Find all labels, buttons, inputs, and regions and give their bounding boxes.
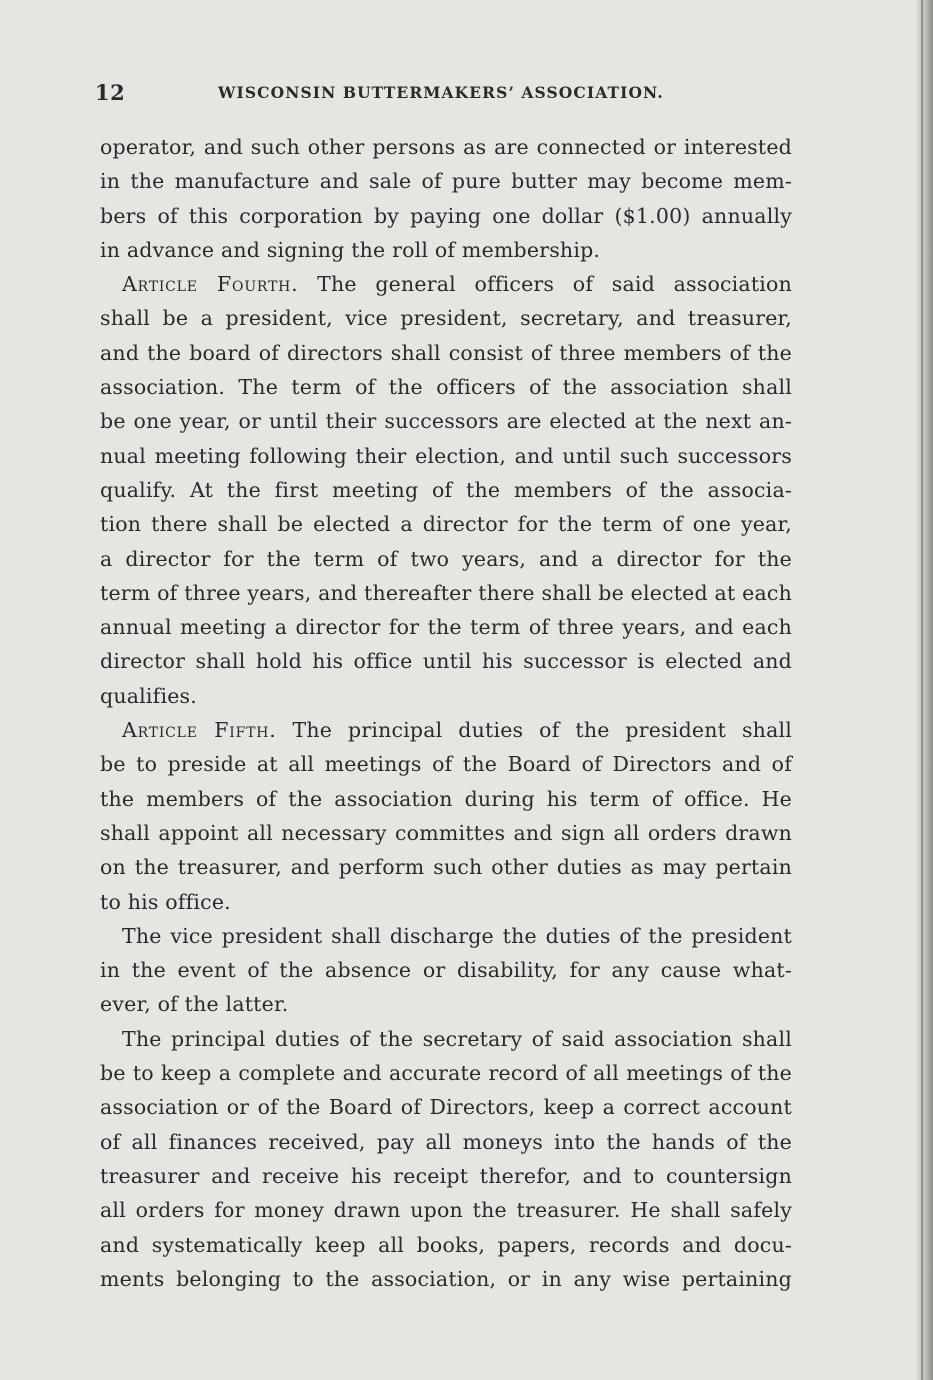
text-line: [100, 1262, 792, 1296]
text-line: [100, 1228, 792, 1262]
line-text: annual meeting a director for the term of three years, and each: [100, 615, 792, 640]
text-line: [100, 199, 792, 233]
line-text: The vice president shall discharge the duties of the president: [122, 923, 792, 948]
line-text: in the event of the absence or disability, for any cause what-: [100, 958, 792, 983]
line-text: treasurer and receive his receipt therefor, and to countersign: [100, 1163, 792, 1188]
text-line: [100, 1125, 792, 1159]
line-text: qualify. At the first meeting of the members of the associa-: [100, 477, 792, 502]
line-text: The principal duties of the president shall: [276, 718, 793, 743]
text-line: [100, 233, 792, 267]
text-line: [100, 850, 792, 884]
line-text: shall appoint all necessary committes and sign all orders drawn: [100, 820, 792, 845]
page-edge-line: [921, 0, 923, 1380]
line-text: director shall hold his office until his successor is elected and: [100, 649, 792, 674]
text-line: [100, 713, 792, 747]
line-text: shall be a president, vice president, secretary, and treasurer,: [100, 306, 792, 331]
line-text: term of three years, and thereafter there shall be elected at each: [100, 580, 792, 605]
running-title: WISCONSIN BUTTERMAKERS’ ASSOCIATION.: [218, 83, 664, 102]
text-line: [100, 919, 792, 953]
article-heading: Article Fourth.: [122, 272, 299, 297]
text-line: [100, 610, 792, 644]
line-text: in the manufacture and sale of pure butter may become mem-: [100, 169, 792, 194]
text-line: [100, 370, 792, 404]
line-text: association or of the Board of Directors, keep a correct account: [100, 1095, 792, 1120]
line-text: the members of the association during his term of office. He: [100, 786, 792, 811]
article-heading: Article Fifth.: [122, 718, 277, 743]
line-text: a director for the term of two years, and a director for the: [100, 546, 792, 571]
text-line: [100, 404, 792, 438]
body-text: [100, 130, 792, 1296]
line-text: and the board of directors shall consist of three members of the: [100, 340, 792, 365]
page-header: [95, 80, 795, 110]
text-line: [100, 130, 792, 164]
text-line: [100, 267, 792, 301]
line-text: bers of this corporation by paying one dollar ($1.00) annually: [100, 203, 792, 228]
text-line: [100, 473, 792, 507]
line-text: nual meeting following their election, and until such successors: [100, 443, 792, 468]
text-line: [100, 1159, 792, 1193]
text-line: [100, 782, 792, 816]
line-text: to his office.: [100, 889, 231, 914]
text-line: [100, 747, 792, 781]
line-text: on the treasurer, and perform such other duties as may pertain: [100, 855, 792, 880]
text-line: [100, 164, 792, 198]
line-text: all orders for money drawn upon the treasurer. He shall safely: [100, 1198, 792, 1223]
text-line: [100, 507, 792, 541]
text-line: [100, 301, 792, 335]
text-line: [100, 885, 792, 919]
line-text: qualifies.: [100, 683, 197, 708]
text-line: [100, 953, 792, 987]
text-line: [100, 439, 792, 473]
text-line: [100, 644, 792, 678]
page-edge: [917, 0, 933, 1380]
text-line: [100, 576, 792, 610]
text-line: [100, 542, 792, 576]
text-line: [100, 679, 792, 713]
page-number: 12: [95, 80, 126, 105]
line-text: operator, and such other persons as are connected or interested: [100, 135, 792, 159]
line-text: be to keep a complete and accurate record of all meetings of the: [100, 1061, 792, 1086]
text-line: [100, 1090, 792, 1124]
line-text: be to preside at all meetings of the Board of Directors and of: [100, 752, 792, 777]
line-text: The general officers of said association: [298, 272, 792, 297]
line-text: The principal duties of the secretary of said association shall: [122, 1026, 792, 1051]
line-text: ments belonging to the association, or in any wise pertaining: [100, 1266, 792, 1291]
line-text: of all finances received, pay all moneys into the hands of the: [100, 1129, 792, 1154]
text-line: [100, 816, 792, 850]
text-line: [100, 336, 792, 370]
line-text: tion there shall be elected a director for the term of one year,: [100, 512, 792, 537]
text-line: [100, 1193, 792, 1227]
text-line: [100, 1056, 792, 1090]
line-text: be one year, or until their successors are elected at the next an-: [100, 409, 792, 434]
line-text: and systematically keep all books, papers, records and docu-: [100, 1232, 792, 1257]
text-line: [100, 1022, 792, 1056]
text-line: [100, 987, 792, 1021]
line-text: in advance and signing the roll of membership.: [100, 237, 601, 262]
line-text: ever, of the latter.: [100, 992, 289, 1017]
line-text: association. The term of the officers of the association shall: [100, 375, 792, 400]
